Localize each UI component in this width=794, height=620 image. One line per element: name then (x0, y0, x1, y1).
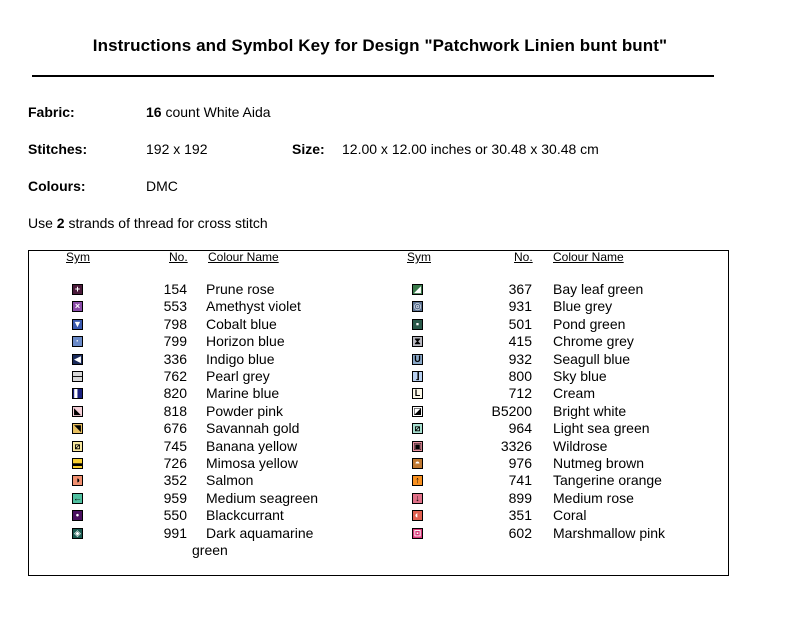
left-colour-name: Salmon (206, 472, 254, 489)
left-dmc-number: 726 (163, 455, 187, 471)
left-colour-name: Powder pink (206, 402, 284, 419)
left-colour-name: Horizon blue (206, 333, 285, 350)
right-colour-name: Cream (553, 385, 596, 402)
left-dmc-number: 352 (163, 472, 187, 489)
right-dmc-number: 3326 (500, 437, 532, 454)
right-key-row (0, 281, 794, 298)
right-key-row (0, 507, 794, 524)
left-colour-name-continued: green (192, 542, 228, 558)
fabric-count-suffix: count White Aida (161, 104, 271, 120)
right-symbol-swatch-icon: ↓ (412, 493, 423, 504)
right-symbol-swatch-icon: ▪ (412, 319, 423, 330)
right-dmc-number: 351 (508, 507, 532, 524)
thread-instruction (28, 215, 268, 231)
right-colour-name: Marshmallow pink (553, 524, 666, 541)
right-symbol-swatch-icon: ⊡ (413, 527, 422, 538)
right-dmc-number: 602 (508, 524, 532, 541)
right-sym-header: Sym (407, 250, 431, 264)
left-colour-name: Dark aquamarine (206, 524, 314, 541)
left-no-header: No. (169, 250, 188, 264)
colours-value: DMC (146, 178, 178, 194)
right-colour-name: Blue grey (553, 298, 613, 315)
right-colour-name: Light sea green (553, 420, 650, 437)
right-dmc-number: B5200 (491, 402, 532, 419)
document-title: Instructions and Symbol Key for Design "Patchwork Linien bunt bunt" (92, 36, 668, 55)
right-symbol-swatch-icon: ⌋ (412, 371, 423, 382)
left-symbol-swatch-icon: ▌ (72, 388, 83, 399)
fabric-label: Fabric: (28, 104, 75, 120)
right-symbol-swatch-icon: ▣ (413, 440, 422, 451)
right-key-row (0, 351, 794, 368)
right-colour-name: Bright white (553, 402, 627, 419)
right-key-row (0, 385, 794, 402)
right-symbol-swatch-icon: ◢ (412, 284, 423, 295)
right-symbol-swatch-icon: ⧄ (412, 423, 423, 434)
left-symbol-swatch-icon: ◣ (72, 406, 83, 417)
left-dmc-number: 154 (163, 281, 187, 297)
left-dmc-number: 336 (163, 350, 187, 367)
right-dmc-number: 741 (508, 472, 532, 489)
right-name-header: Colour Name (553, 250, 624, 264)
right-symbol-swatch-icon: ◎ (413, 301, 422, 312)
left-colour-name: Amethyst violet (206, 298, 301, 315)
right-dmc-number: 415 (508, 333, 532, 350)
left-symbol-swatch-icon: ◑ (72, 475, 83, 486)
left-colour-name: Pearl grey (206, 368, 270, 384)
right-key-row (0, 368, 794, 385)
right-key-row (0, 333, 794, 350)
right-symbol-swatch-icon: ◪ (413, 405, 422, 416)
right-symbol-swatch-icon: ⧗ (412, 336, 423, 347)
right-dmc-number: 931 (508, 298, 532, 315)
right-symbol-swatch-icon: ◓ (412, 458, 423, 469)
right-dmc-number: 367 (508, 281, 532, 297)
right-colour-name: Seagull blue (553, 350, 631, 367)
left-dmc-number: 798 (163, 315, 187, 332)
right-key-row (0, 298, 794, 315)
left-symbol-swatch-icon: ← (73, 492, 82, 503)
right-symbol-swatch-icon: ◐ (412, 510, 423, 521)
left-symbol-swatch-icon: • (72, 510, 83, 521)
left-dmc-number: 820 (163, 385, 187, 402)
left-colour-name: Savannah gold (206, 420, 300, 437)
instruction-prefix: Use (28, 215, 57, 231)
right-dmc-number: 976 (508, 455, 532, 471)
right-key-row (0, 455, 794, 472)
left-colour-name: Marine blue (206, 385, 280, 402)
right-key-row (0, 316, 794, 333)
right-colour-name: Bay leaf green (553, 281, 644, 297)
right-dmc-number: 964 (508, 420, 532, 437)
right-no-header: No. (514, 250, 533, 264)
left-symbol-swatch-icon: ◥ (72, 423, 83, 434)
left-colour-name: Blackcurrant (206, 507, 284, 524)
left-symbol-swatch-icon: ◈ (72, 528, 83, 539)
right-dmc-number: 899 (508, 489, 532, 506)
right-colour-name: Pond green (553, 315, 626, 332)
left-colour-name: Banana yellow (206, 437, 298, 454)
size-value: 12.00 x 12.00 inches or 30.48 x 30.48 cm (342, 141, 599, 157)
size-label: Size: (292, 141, 325, 157)
right-key-row (0, 420, 794, 437)
right-dmc-number: 800 (508, 368, 532, 384)
left-colour-name: Cobalt blue (206, 315, 277, 332)
left-symbol-swatch-icon: ◀ (72, 354, 83, 365)
colours-label: Colours: (28, 178, 86, 194)
right-key-row (0, 525, 794, 542)
left-dmc-number: 762 (163, 368, 187, 384)
stitches-value: 192 x 192 (146, 141, 208, 157)
left-dmc-number: 745 (163, 437, 187, 454)
fabric-value (146, 104, 271, 120)
left-dmc-number: 959 (163, 489, 187, 506)
right-dmc-number: 932 (508, 350, 532, 367)
right-colour-name: Wildrose (553, 437, 608, 454)
left-dmc-number: 550 (163, 507, 187, 524)
left-colour-name: Indigo blue (206, 350, 275, 367)
left-sym-header: Sym (66, 250, 90, 264)
left-symbol-swatch-icon: × (72, 301, 83, 312)
right-colour-name: Chrome grey (553, 333, 634, 350)
left-colour-name: Mimosa yellow (206, 455, 298, 471)
left-symbol-swatch-icon: — (73, 371, 82, 381)
right-colour-name: Medium rose (553, 489, 634, 506)
left-dmc-number: 553 (163, 298, 187, 315)
left-symbol-swatch-icon: + (72, 284, 83, 295)
fabric-count: 16 (146, 104, 162, 120)
stitches-label: Stitches: (28, 141, 88, 157)
right-symbol-swatch-icon: U (412, 354, 423, 365)
right-key-row (0, 490, 794, 507)
right-symbol-swatch-icon: ↑ (412, 475, 423, 486)
right-colour-name: Coral (553, 507, 587, 524)
right-colour-name: Nutmeg brown (553, 455, 645, 471)
left-dmc-number: 991 (163, 524, 187, 541)
right-key-row (0, 403, 794, 420)
left-symbol-swatch-icon: ▼ (73, 318, 82, 329)
right-key-row (0, 438, 794, 455)
right-dmc-number: 501 (508, 315, 532, 332)
instruction-strands: 2 (56, 215, 65, 231)
left-dmc-number: 676 (163, 420, 187, 437)
right-colour-name: Sky blue (553, 368, 607, 384)
right-colour-name: Tangerine orange (553, 472, 662, 489)
left-colour-name: Prune rose (206, 281, 275, 297)
left-dmc-number: 818 (163, 402, 187, 419)
left-symbol-swatch-icon: ▬ (73, 458, 82, 468)
title-divider (32, 75, 714, 77)
right-symbol-swatch-icon: L (412, 388, 423, 399)
left-dmc-number: 799 (163, 333, 187, 350)
left-symbol-swatch-icon: · (72, 336, 83, 347)
right-dmc-number: 712 (508, 385, 532, 402)
left-colour-name: Medium seagreen (206, 489, 319, 506)
right-key-row (0, 472, 794, 489)
left-name-header: Colour Name (208, 250, 279, 264)
instruction-suffix: strands of thread for cross stitch (64, 215, 268, 231)
left-symbol-swatch-icon: ⧄ (72, 441, 83, 452)
